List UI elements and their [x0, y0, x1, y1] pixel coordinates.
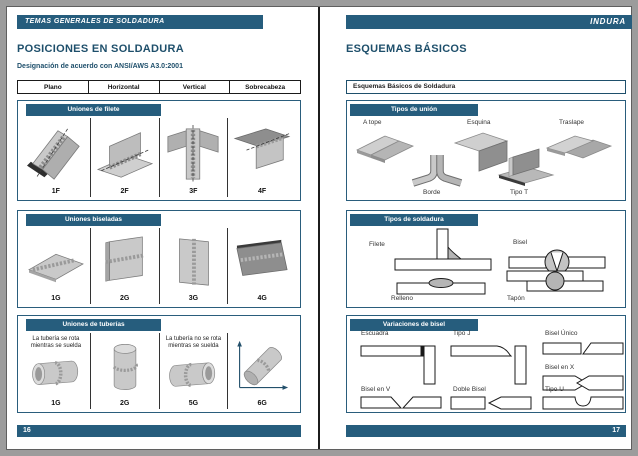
- x-bevel-label: Bisel en X: [545, 364, 575, 371]
- figure-3g-plate: [160, 228, 229, 304]
- groove-vertical-figure: [162, 235, 224, 289]
- pipe-rotated-caption: La tubería se rota mientras se suelda: [30, 336, 82, 349]
- page-subtitle: Designación de acuerdo con ANSI/AWS A3.0:2001: [17, 63, 183, 70]
- figure-label: 6G: [257, 400, 267, 407]
- bevel-variations-banner: Variaciones de bisel: [350, 319, 478, 331]
- fillet-weld-figure: [393, 227, 493, 273]
- table-header-sobrecabeza: Sobrecabeza: [245, 83, 286, 91]
- pipe-section-banner: Uniones de tuberías: [26, 319, 161, 331]
- surfacing-weld-label: Relleno: [391, 295, 414, 302]
- page-number-right: 17: [346, 425, 626, 437]
- pipe-section-box: [17, 315, 301, 413]
- fillet-weld-label: Filete: [369, 241, 385, 248]
- j-type-figure: [449, 338, 533, 386]
- fillet-vertical-figure: [162, 125, 224, 183]
- pipe-vertical-figure: [96, 339, 154, 395]
- figure-1f: [22, 118, 91, 197]
- figure-1g-plate: [22, 228, 91, 304]
- square-edge-figure: [359, 338, 443, 386]
- corner-joint-label: Esquina: [467, 119, 491, 126]
- pipe-horizontal-open-figure: [163, 355, 223, 395]
- page-title: ESQUEMAS BÁSICOS: [346, 43, 467, 55]
- figure-pipe-5g: [160, 333, 229, 409]
- page-number-left: 16: [17, 425, 301, 437]
- tee-joint-label: Tipo T: [510, 189, 529, 196]
- table-header-plano: Plano: [18, 81, 89, 93]
- figure-label: 1F: [51, 188, 60, 195]
- pipe-inclined-figure: [232, 339, 292, 395]
- fillet-flat-figure: [25, 125, 87, 183]
- figure-2f: [91, 118, 160, 197]
- union-types-banner: Tipos de unión: [350, 104, 478, 116]
- butt-joint-label: A tope: [363, 119, 382, 126]
- figure-label: 4G: [257, 295, 267, 302]
- u-type-figure: [541, 394, 625, 412]
- pipe-horizontal-figure: [26, 355, 86, 395]
- figure-3f: [160, 118, 229, 197]
- j-type-label: Tipo J: [453, 330, 471, 337]
- pipe-not-rotated-caption: La tubería no se rota mientras se suelda: [165, 336, 222, 349]
- single-bevel-figure: [541, 338, 625, 360]
- brand-logo: INDURA: [346, 15, 632, 29]
- lap-joint-label: Traslape: [559, 119, 585, 126]
- weld-types-box: [346, 210, 626, 308]
- figure-label: 3G: [188, 295, 199, 302]
- groove-section-banner: Uniones biseladas: [26, 214, 161, 226]
- figure-label: 5G: [188, 400, 199, 407]
- right-page: [320, 7, 631, 449]
- figure-4g-plate: [228, 228, 296, 304]
- positions-table: [17, 80, 301, 94]
- groove-overhead-figure: [231, 235, 293, 289]
- edge-joint-figure: [409, 147, 465, 187]
- figure-label: 4F: [258, 188, 267, 195]
- fillet-section-banner: Uniones de filete: [26, 104, 161, 116]
- single-bevel-label: Bisel Único: [545, 330, 578, 337]
- table-header-horizontal: Horizontal: [89, 81, 160, 93]
- v-bevel-figure: [359, 394, 443, 412]
- figure-pipe-2g: [91, 333, 160, 409]
- bevel-weld-label: Bisel: [513, 239, 528, 246]
- union-types-box: [346, 100, 626, 201]
- edge-joint-label: Borde: [423, 189, 441, 196]
- figure-4f: [228, 118, 296, 197]
- butt-joint-figure: [355, 128, 417, 164]
- figure-2g-plate: [91, 228, 160, 304]
- chapter-banner: TEMAS GENERALES DE SOLDADURA: [17, 15, 263, 29]
- figure-label: 1G: [51, 295, 61, 302]
- table-header-vertical: Vertical: [160, 81, 231, 93]
- double-bevel-label: Doble Bisel: [453, 386, 486, 393]
- figure-pipe-1g: [22, 333, 91, 409]
- plug-weld-label: Tapón: [507, 295, 525, 302]
- page-title: POSICIONES EN SOLDADURA: [17, 43, 185, 55]
- fillet-section-box: [17, 100, 301, 201]
- double-bevel-figure: [449, 394, 533, 412]
- figure-label: 1G: [51, 400, 61, 407]
- figure-label: 2G: [119, 400, 130, 407]
- groove-horizontal-figure: [94, 235, 156, 289]
- figure-label: 3F: [189, 188, 198, 195]
- fillet-overhead-figure: [231, 125, 293, 183]
- groove-section-box: [17, 210, 301, 308]
- groove-flat-figure: [25, 235, 87, 289]
- tee-joint-figure: [495, 145, 555, 189]
- lap-joint-figure: [545, 128, 613, 166]
- plug-weld-figure: [505, 267, 605, 297]
- bevel-variations-box: [346, 315, 626, 413]
- weld-types-banner: Tipos de soldadura: [350, 214, 478, 226]
- fillet-horizontal-figure: [94, 125, 156, 183]
- left-page: [7, 7, 320, 449]
- figure-label: 2G: [119, 295, 130, 302]
- u-type-label: Tipo U: [545, 386, 564, 393]
- figure-label: 2F: [120, 188, 129, 195]
- figure-pipe-6g: [228, 333, 296, 409]
- subheader-box: Esquemas Básicos de Soldadura: [346, 80, 626, 94]
- square-edge-label: Escuadra: [361, 330, 389, 337]
- v-bevel-label: Bisel en V: [361, 386, 391, 393]
- book-spread: [6, 6, 632, 450]
